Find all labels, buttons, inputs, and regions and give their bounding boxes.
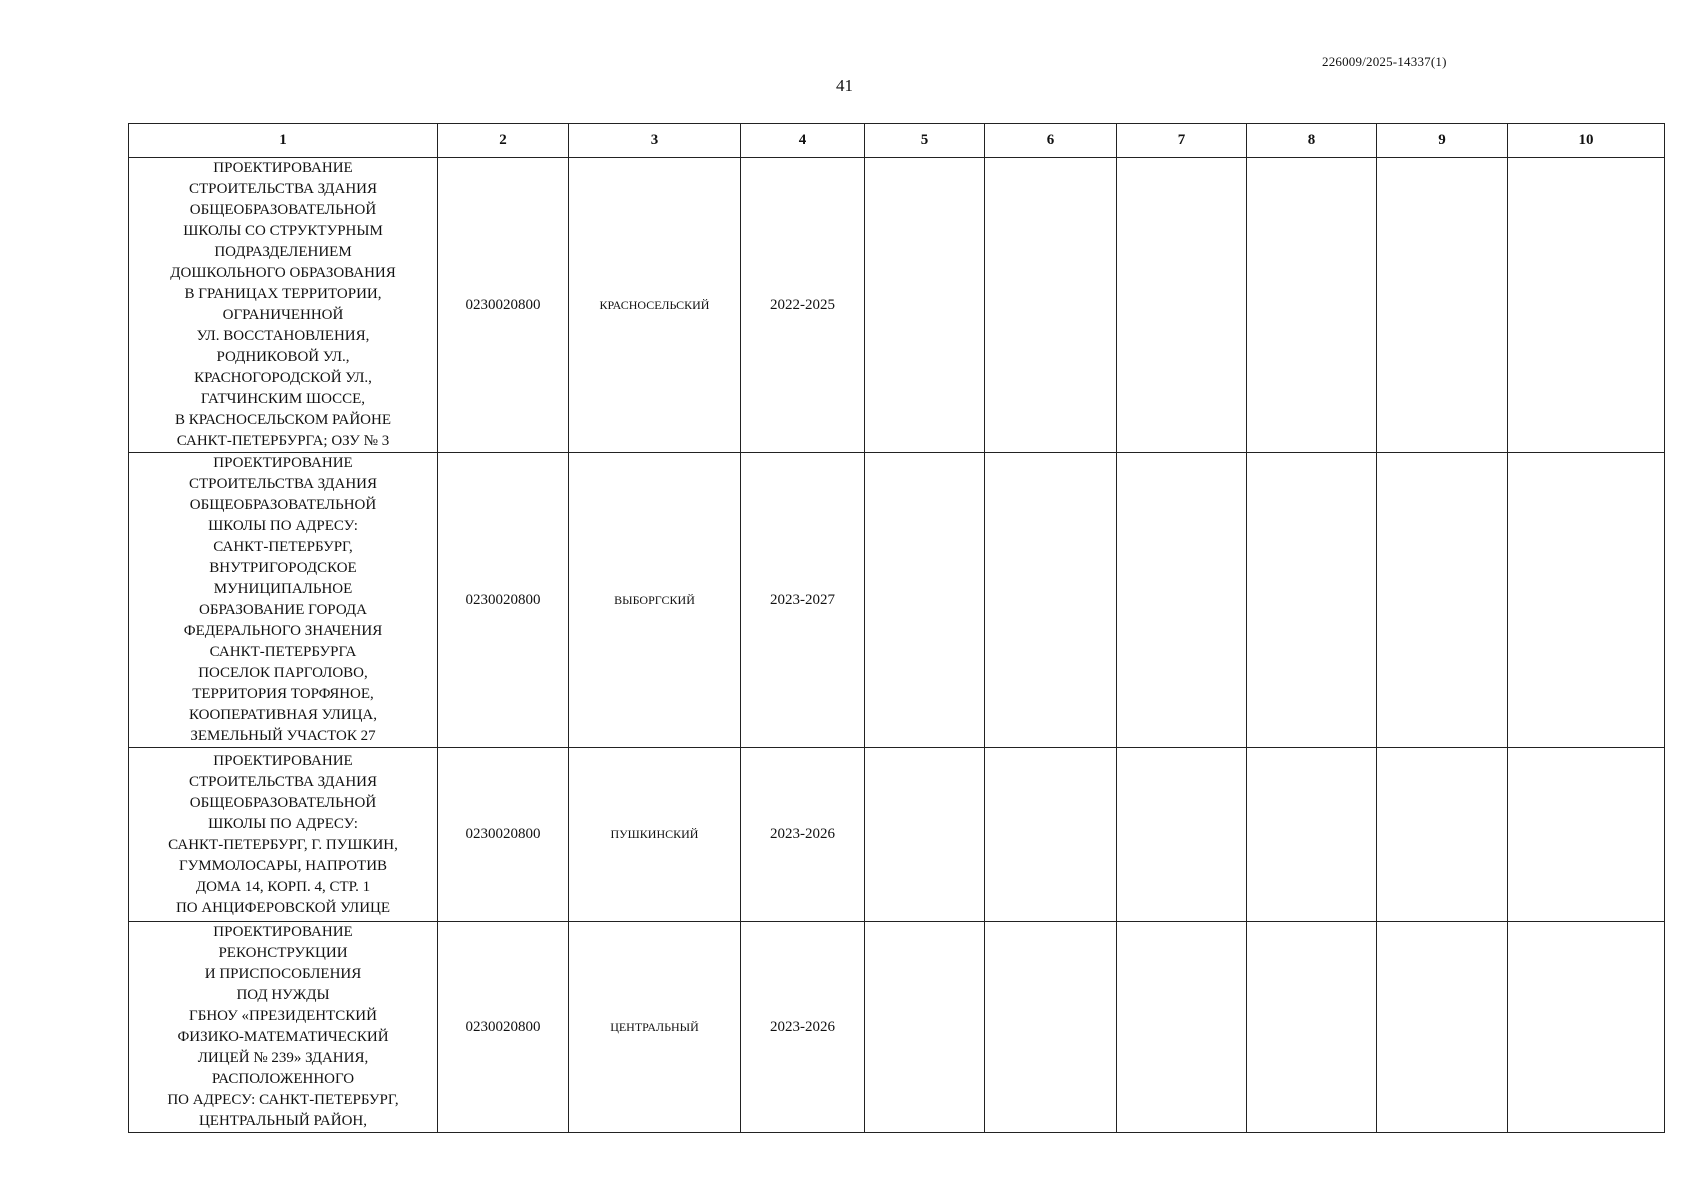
empty-cell	[1117, 158, 1247, 453]
column-header-8: 8	[1247, 124, 1377, 158]
empty-cell	[1508, 922, 1665, 1133]
column-header-2: 2	[438, 124, 569, 158]
table-row	[129, 748, 1665, 922]
column-header-7: 7	[1117, 124, 1247, 158]
table-row	[129, 453, 1665, 748]
empty-cell	[1508, 748, 1665, 922]
empty-cell	[1377, 453, 1508, 748]
project-name-cell: ПРОЕКТИРОВАНИЕ СТРОИТЕЛЬСТВА ЗДАНИЯ ОБЩЕОБРАЗОВАТЕЛЬНОЙ ШКОЛЫ СО СТРУКТУРНЫМ ПОДРАЗДЕЛЕНИЕМ ДОШКОЛЬНОГО ОБРАЗОВАНИЯ В ГРАНИЦАХ ТЕРРИТОРИИ, ОГРАНИЧЕННОЙ УЛ. ВОССТАНОВЛЕНИЯ, РОДНИКОВОЙ УЛ., КРАСНОГОРОДСКОЙ УЛ., ГАТЧИНСКИМ ШОССЕ, В КРАСНОСЕЛЬСКОМ РАЙОНЕ САНКТ-ПЕТЕРБУРГА; ОЗУ № 3	[129, 158, 438, 453]
column-header-3: 3	[569, 124, 741, 158]
empty-cell	[1508, 158, 1665, 453]
code-cell: 0230020800	[438, 748, 569, 922]
column-header-6: 6	[985, 124, 1117, 158]
table-row	[129, 922, 1665, 1133]
empty-cell	[985, 922, 1117, 1133]
empty-cell	[865, 748, 985, 922]
empty-cell	[865, 453, 985, 748]
empty-cell	[1377, 158, 1508, 453]
district-cell: КРАСНОСЕЛЬСКИЙ	[569, 158, 741, 453]
empty-cell	[865, 158, 985, 453]
empty-cell	[985, 453, 1117, 748]
district-cell: ЦЕНТРАЛЬНЫЙ	[569, 922, 741, 1133]
table-row	[129, 158, 1665, 453]
empty-cell	[1117, 453, 1247, 748]
empty-cell	[1508, 453, 1665, 748]
empty-cell	[1247, 922, 1377, 1133]
column-header-9: 9	[1377, 124, 1508, 158]
empty-cell	[1377, 922, 1508, 1133]
column-header-1: 1	[129, 124, 438, 158]
column-header-4: 4	[741, 124, 865, 158]
district-cell: ПУШКИНСКИЙ	[569, 748, 741, 922]
years-cell: 2023-2026	[741, 922, 865, 1133]
empty-cell	[985, 748, 1117, 922]
empty-cell	[1247, 158, 1377, 453]
code-cell: 0230020800	[438, 922, 569, 1133]
empty-cell	[865, 922, 985, 1133]
table-header-row	[129, 124, 1665, 158]
column-header-10: 10	[1508, 124, 1665, 158]
empty-cell	[985, 158, 1117, 453]
empty-cell	[1117, 922, 1247, 1133]
empty-cell	[1247, 453, 1377, 748]
project-name-cell: ПРОЕКТИРОВАНИЕ СТРОИТЕЛЬСТВА ЗДАНИЯ ОБЩЕОБРАЗОВАТЕЛЬНОЙ ШКОЛЫ ПО АДРЕСУ: САНКТ-ПЕТЕРБУРГ, ВНУТРИГОРОДСКОЕ МУНИЦИПАЛЬНОЕ ОБРАЗОВАНИЕ ГОРОДА ФЕДЕРАЛЬНОГО ЗНАЧЕНИЯ САНКТ-ПЕТЕРБУРГА ПОСЕЛОК ПАРГОЛОВО, ТЕРРИТОРИЯ ТОРФЯНОЕ, КООПЕРАТИВНАЯ УЛИЦА, ЗЕМЕЛЬНЫЙ УЧАСТОК 27	[129, 453, 438, 748]
page-number: 41	[836, 76, 853, 95]
project-name-cell: ПРОЕКТИРОВАНИЕ СТРОИТЕЛЬСТВА ЗДАНИЯ ОБЩЕОБРАЗОВАТЕЛЬНОЙ ШКОЛЫ ПО АДРЕСУ: САНКТ-ПЕТЕРБУРГ, Г. ПУШКИН, ГУММОЛОСАРЫ, НАПРОТИВ ДОМА 14, КОРП. 4, СТР. 1 ПО АНЦИФЕРОВСКОЙ УЛИЦЕ	[129, 748, 438, 922]
data-table	[128, 123, 1665, 1133]
code-cell: 0230020800	[438, 158, 569, 453]
document-id: 226009/2025-14337(1)	[1322, 54, 1447, 69]
code-cell: 0230020800	[438, 453, 569, 748]
empty-cell	[1377, 748, 1508, 922]
years-cell: 2022-2025	[741, 158, 865, 453]
years-cell: 2023-2027	[741, 453, 865, 748]
district-cell: ВЫБОРГСКИЙ	[569, 453, 741, 748]
empty-cell	[1117, 748, 1247, 922]
column-header-5: 5	[865, 124, 985, 158]
years-cell: 2023-2026	[741, 748, 865, 922]
empty-cell	[1247, 748, 1377, 922]
project-name-cell: ПРОЕКТИРОВАНИЕ РЕКОНСТРУКЦИИ И ПРИСПОСОБЛЕНИЯ ПОД НУЖДЫ ГБНОУ «ПРЕЗИДЕНТСКИЙ ФИЗИКО-МАТЕМАТИЧЕСКИЙ ЛИЦЕЙ № 239» ЗДАНИЯ, РАСПОЛОЖЕННОГО ПО АДРЕСУ: САНКТ-ПЕТЕРБУРГ, ЦЕНТРАЛЬНЫЙ РАЙОН,	[129, 922, 438, 1133]
